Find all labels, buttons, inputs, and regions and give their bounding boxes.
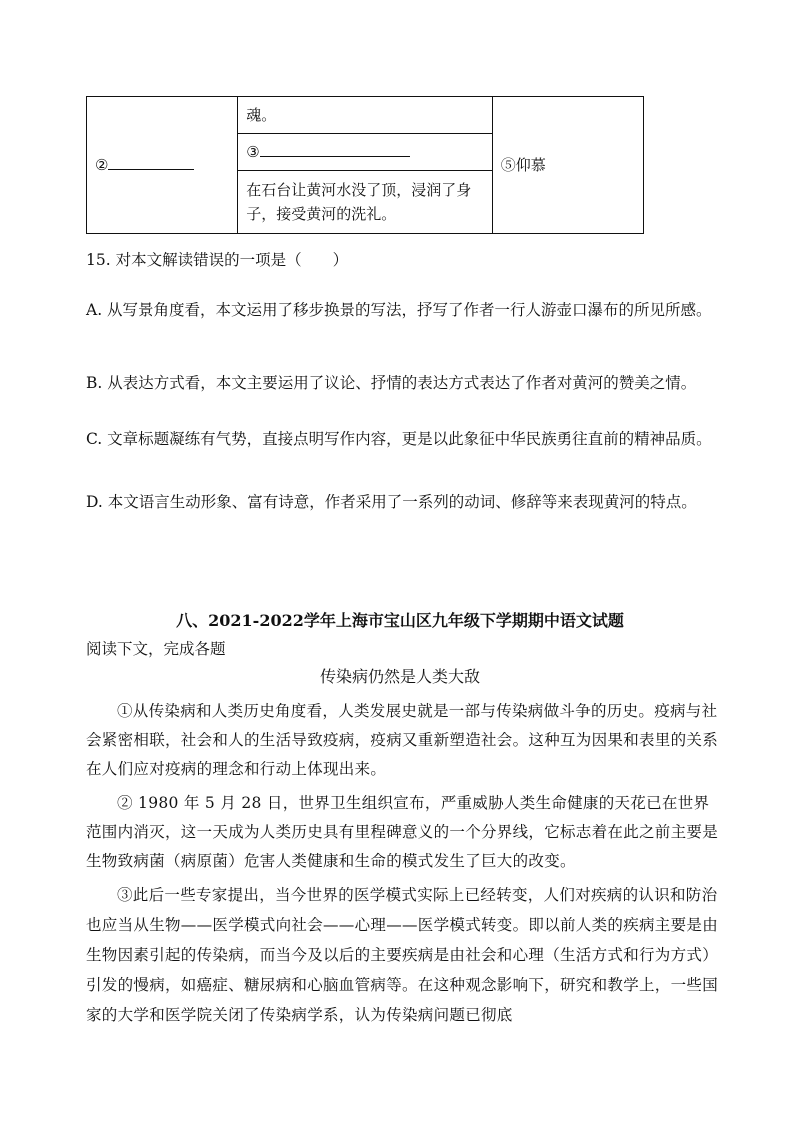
table-middle-cell-1: [238, 97, 492, 134]
option-a[interactable]: A. 从写景角度看，本文运用了移步换景的写法，抒写了作者一行人游壶口瀑布的所见所感。: [86, 301, 712, 319]
section-title: 八、2021-2022学年上海市宝山区九年级下学期期中语文试题: [176, 611, 624, 630]
table-right-cell: [492, 97, 643, 234]
middle-cell-text-1: 魂。: [246, 106, 277, 124]
paragraph-1: ①从传染病和人类历史角度看，人类发展史就是一部与传染病做斗争的历史。疫病与社会紧密相联，社会和人的生活导致疫病，疫病又重新塑造社会。这种互为因果和表里的关系在人们应对疫病的理念和行动上体现出来。: [86, 702, 719, 778]
right-cell-text: ⑤仰慕: [500, 156, 546, 174]
article-title: 传染病仍然是人类大敌: [319, 667, 480, 686]
left-cell-label: ②: [95, 156, 109, 174]
reading-instruction: 阅读下文，完成各题: [86, 640, 226, 658]
option-c[interactable]: C. 文章标题凝练有气势，直接点明写作内容，更是以此象征中华民族勇往直前的精神品质。: [86, 430, 712, 448]
middle-cell-text-3: 在石台让黄河水没了顶，浸润了身子，接受黄河的洗礼。: [246, 181, 472, 223]
question-15-stem: 15. 对本文解读错误的一项是（ ）: [86, 251, 349, 269]
table-left-cell: [87, 97, 238, 234]
paragraph-3: ③此后一些专家提出，当今世界的医学模式实际上已经转变，人们对疾病的认识和防治也应当从生物——医学模式向社会——心理——医学模式转变。即以前人类的疾病主要是由生物因素引起的传染病，而当今及以后的主要疾病是由社会和心理（生活方式和行为方式）引发的慢病，如癌症、糖尿病和心脑血管病等。在这种观念影响下，研究和教学上，一些国家的大学和医学院关闭了传染病学系，认为传染病问题已彻底: [86, 886, 719, 1024]
answer-table: [86, 96, 644, 234]
answer-blank-2[interactable]: [108, 153, 194, 170]
table-middle-cell-2: [238, 134, 492, 171]
answer-blank-3[interactable]: [260, 140, 410, 157]
paragraph-2: ② 1980 年 5 月 28 日，世界卫生组织宣布，严重威胁人类生命健康的天花已在世界范围内消灭，这一天成为人类历史具有里程碑意义的一个分界线，它标志着在此之前主要是生物致病菌（病原菌）危害人类健康和生命的模式发生了巨大的改变。: [86, 794, 719, 870]
middle-cell-text-2: ③: [246, 143, 260, 161]
table-middle-cell-3: [238, 171, 492, 234]
option-b[interactable]: B. 从表达方式看，本文主要运用了议论、抒情的表达方式表达了作者对黄河的赞美之情。: [86, 374, 697, 392]
option-d[interactable]: D. 本文语言生动形象、富有诗意，作者采用了一系列的动词、修辞等来表现黄河的特点。: [86, 493, 697, 511]
